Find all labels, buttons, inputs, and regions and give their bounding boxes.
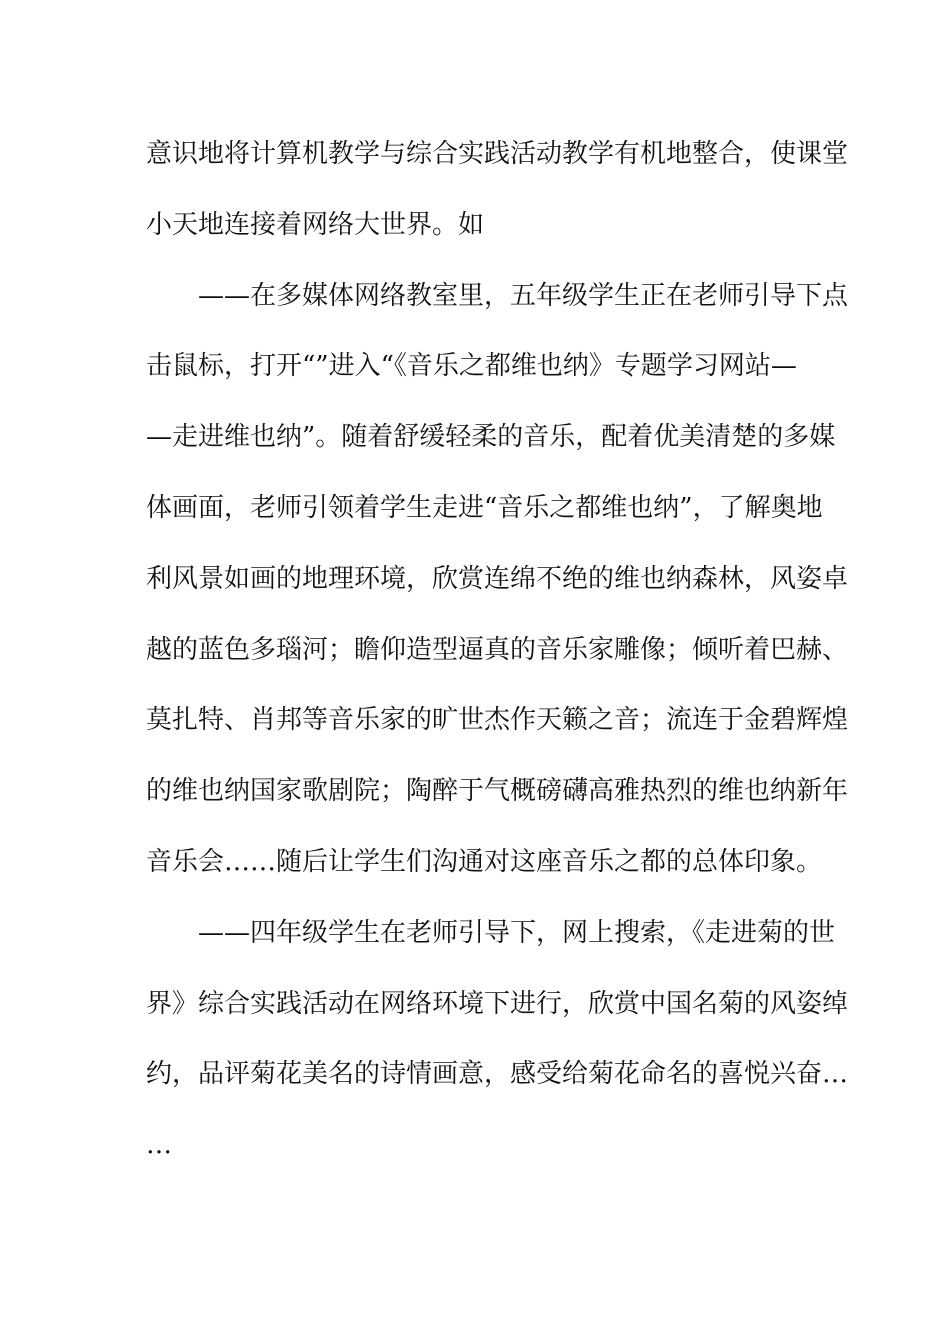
text-line: 越的蓝色多瑙河；瞻仰造型逼真的音乐家雕像；倾听着巴赫、 [146,634,849,665]
text-line: 利风景如画的地理环境，欣赏连绵不绝的维也纳森林，风姿卓 [146,563,849,594]
text-line: 意识地将计算机教学与综合实践活动教学有机地整合，使课堂 [146,139,849,169]
text-line: ——在多媒体网络教室里，五年级学生正在老师引导下点 [146,280,849,311]
text-line: —走进维也纳”。随着舒缓轻柔的音乐，配着优美清楚的多媒 [146,422,836,453]
text-line: 击鼠标，打开“”进入“《音乐之都维也纳》专题学习网站— [146,351,797,382]
text-line: 小天地连接着网络大世界。如 [146,209,485,240]
text-line: 音乐会……随后让学生们沟通对这座音乐之都的总体印象。 [146,846,823,877]
text-line: 界》综合实践活动在网络环境下进行，欣赏中国名菊的风姿绰 [146,988,849,1019]
text-line: 莫扎特、肖邦等音乐家的旷世杰作天籁之音；流连于金碧辉煌 [146,705,849,736]
text-line: 的维也纳国家歌剧院；陶醉于气概磅礴高雅热烈的维也纳新年 [146,776,849,807]
text-line: ——四年级学生在老师引导下，网上搜索，《走进菊的世 [146,917,836,948]
text-line: 约，品评菊花美名的诗情画意，感受给菊花命名的喜悦兴奋… [146,1059,849,1090]
text-line: 体画面，老师引领着学生走进“音乐之都维也纳”，了解奥地 [146,492,823,523]
body-text [146,126,849,1188]
text-line: … [146,1130,172,1161]
